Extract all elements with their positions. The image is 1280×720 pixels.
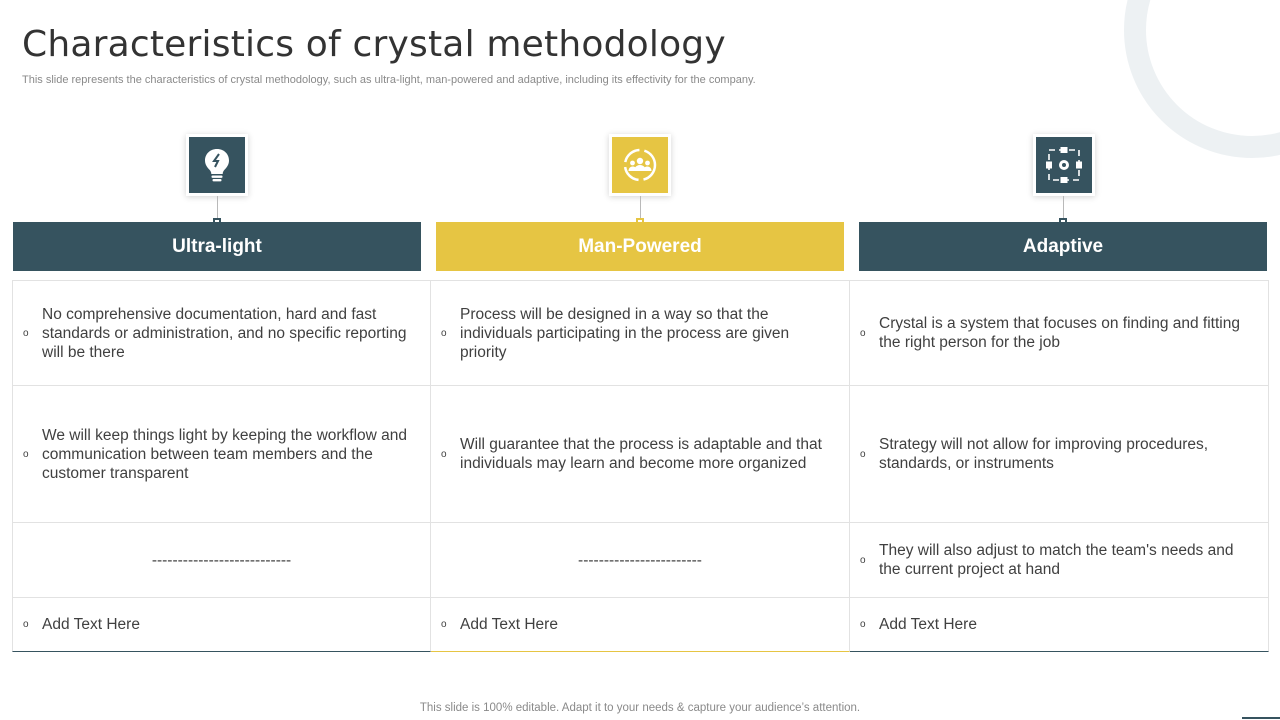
connector-line bbox=[1063, 196, 1064, 218]
column-header-ultra-light: Ultra-light bbox=[13, 222, 421, 271]
cell-text: Crystal is a system that focuses on finding and fitting the right person for the job bbox=[879, 315, 1240, 351]
slide-subtitle: This slide represents the characteristics of crystal methodology, such as ultra-light, man-powered and adaptive, including its effectivity for the company. bbox=[22, 74, 756, 86]
slide-title: Characteristics of crystal methodology bbox=[22, 24, 726, 65]
bullet: o bbox=[441, 619, 447, 630]
cell-text: No comprehensive documentation, hard and fast standards or administration, and no specific reporting will be there bbox=[42, 305, 407, 361]
cell-text: Add Text Here bbox=[460, 616, 558, 633]
column-header-man-powered: Man-Powered bbox=[436, 222, 844, 271]
table-cell bbox=[431, 386, 850, 523]
cell-text: Add Text Here bbox=[42, 616, 140, 633]
dash-placeholder: ------------------------ bbox=[578, 551, 702, 569]
bullet: o bbox=[23, 327, 29, 339]
team-cycle-icon bbox=[612, 137, 668, 193]
network-gear-icon bbox=[1036, 137, 1092, 193]
table-cell bbox=[850, 598, 1269, 652]
table-cell-placeholder bbox=[431, 523, 850, 598]
bullet: o bbox=[860, 619, 866, 630]
table-cell bbox=[850, 386, 1269, 523]
bullet: o bbox=[23, 619, 29, 630]
cell-text: Will guarantee that the process is adaptable and that individuals may learn and become more organized bbox=[460, 436, 822, 472]
table-cell bbox=[850, 280, 1269, 386]
table-cell-placeholder bbox=[12, 523, 431, 598]
characteristics-table bbox=[12, 280, 1269, 652]
bullet: o bbox=[860, 554, 866, 566]
footer-note: This slide is 100% editable. Adapt it to your needs & capture your audience’s attention. bbox=[419, 702, 861, 714]
cell-text: Strategy will not allow for improving procedures, standards, or instruments bbox=[879, 436, 1209, 472]
cell-text: They will also adjust to match the team's needs and the current project at hand bbox=[879, 542, 1234, 578]
connector-line bbox=[640, 196, 641, 218]
table-cell bbox=[12, 598, 431, 652]
cell-text: We will keep things light by keeping the workflow and communication between team members and the customer transparent bbox=[42, 426, 408, 482]
cell-text: Add Text Here bbox=[879, 616, 977, 633]
bullet: o bbox=[860, 327, 866, 339]
bullet: o bbox=[441, 327, 447, 339]
table-cell bbox=[12, 386, 431, 523]
bullet: o bbox=[860, 448, 866, 460]
dash-placeholder: --------------------------- bbox=[151, 551, 292, 569]
column-header-adaptive: Adaptive bbox=[859, 222, 1267, 271]
table-cell bbox=[431, 598, 850, 652]
corner-accent-line bbox=[1242, 717, 1280, 719]
cell-text: Process will be designed in a way so that the individuals participating in the process are given priority bbox=[460, 305, 790, 361]
table-cell bbox=[850, 523, 1269, 598]
decorative-ring bbox=[1124, 0, 1280, 158]
connector-line bbox=[217, 196, 218, 218]
bullet: o bbox=[441, 448, 447, 460]
table-cell bbox=[431, 280, 850, 386]
bullet: o bbox=[23, 448, 29, 460]
table-cell bbox=[12, 280, 431, 386]
lightbulb-icon bbox=[189, 137, 245, 193]
